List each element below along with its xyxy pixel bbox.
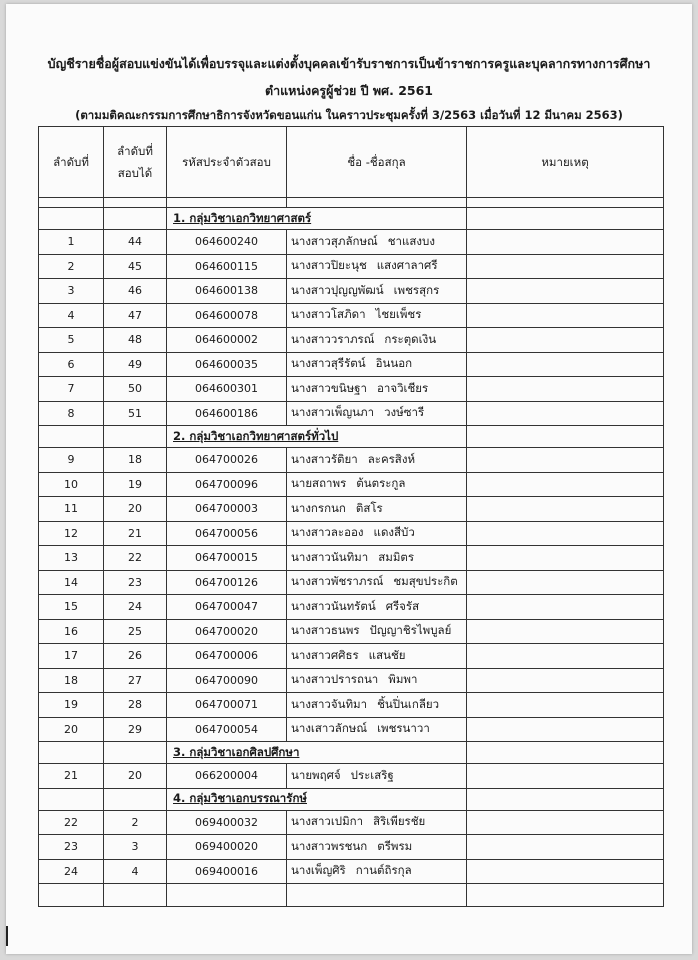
group-title: 3. กลุ่มวิชาเอกศิลปศึกษา (167, 742, 467, 764)
empty-cell (467, 208, 664, 230)
group-title: 1. กลุ่มวิชาเอกวิทยาศาสตร์ (167, 208, 467, 230)
table-row (39, 764, 664, 789)
row-order: 19 (39, 693, 104, 718)
table-row (39, 328, 664, 353)
row-order: 14 (39, 570, 104, 595)
table-row (39, 254, 664, 279)
first-name: นางสาวปุญญพัฒน์ (291, 282, 384, 297)
row-full-name (287, 717, 467, 742)
row-order: 13 (39, 546, 104, 571)
empty-cell (39, 742, 104, 764)
row-remark (467, 328, 664, 353)
first-name: นางเพ็ญศิริ (291, 863, 346, 878)
row-order: 23 (39, 835, 104, 860)
row-order: 16 (39, 619, 104, 644)
row-exam-id: 064700006 (167, 644, 287, 669)
empty-cell (287, 198, 467, 208)
row-exam-rank: 23 (104, 570, 167, 595)
row-full-name (287, 859, 467, 884)
empty-cell (467, 198, 664, 208)
row-exam-rank: 29 (104, 717, 167, 742)
row-full-name (287, 230, 467, 255)
row-remark (467, 279, 664, 304)
empty-cell (467, 884, 664, 907)
empty-cell (467, 742, 664, 764)
header-exam-rank: ลำดับที่ สอบได้ (104, 127, 167, 198)
row-exam-rank: 51 (104, 401, 167, 426)
first-name: นางสาวเปมิกา (291, 814, 364, 829)
row-remark (467, 835, 664, 860)
row-remark (467, 717, 664, 742)
row-exam-id: 064600035 (167, 352, 287, 377)
empty-cell (104, 426, 167, 448)
row-exam-rank: 48 (104, 328, 167, 353)
row-order: 10 (39, 472, 104, 497)
row-order: 8 (39, 401, 104, 426)
first-name: นางสาวเพ็ญนภา (291, 405, 375, 420)
row-exam-rank: 50 (104, 377, 167, 402)
row-exam-id: 069400016 (167, 859, 287, 884)
row-full-name (287, 377, 467, 402)
row-exam-rank: 19 (104, 472, 167, 497)
row-order: 7 (39, 377, 104, 402)
empty-cell (104, 198, 167, 208)
row-exam-id: 064600115 (167, 254, 287, 279)
row-exam-rank: 27 (104, 668, 167, 693)
row-full-name (287, 810, 467, 835)
row-exam-rank: 4 (104, 859, 167, 884)
last-name: อาจวิเชียร (376, 380, 429, 395)
row-order: 11 (39, 497, 104, 522)
row-order: 6 (39, 352, 104, 377)
table-row (39, 521, 664, 546)
first-name: นางสาววราภรณ์ (291, 331, 375, 346)
row-remark (467, 472, 664, 497)
empty-cell (39, 884, 104, 907)
row-full-name (287, 328, 467, 353)
group-title: 2. กลุ่มวิชาเอกวิทยาศาสตร์ทั่วไป (167, 426, 467, 448)
empty-cell (39, 788, 104, 810)
row-exam-id: 064600138 (167, 279, 287, 304)
row-full-name (287, 401, 467, 426)
row-exam-rank: 3 (104, 835, 167, 860)
row-exam-id: 069400032 (167, 810, 287, 835)
row-remark (467, 570, 664, 595)
row-remark (467, 352, 664, 377)
first-name: นางสาวปิยะนุช (291, 258, 367, 273)
row-full-name (287, 448, 467, 473)
group-row (39, 208, 664, 230)
row-full-name (287, 352, 467, 377)
row-exam-id: 064600301 (167, 377, 287, 402)
row-exam-id: 064700090 (167, 668, 287, 693)
row-exam-rank: 44 (104, 230, 167, 255)
row-full-name (287, 764, 467, 789)
row-exam-id: 064700026 (167, 448, 287, 473)
table-row (39, 570, 664, 595)
row-exam-id: 064700020 (167, 619, 287, 644)
empty-cell (104, 788, 167, 810)
row-full-name (287, 472, 467, 497)
row-full-name (287, 570, 467, 595)
resolution-note: (ตามมติคณะกรรมการศึกษาธิการจังหวัดขอนแก่น ในคราวประชุมครั้งที่ 3/2563 เมื่อวันที่ 12 มีนาคม 2563) (75, 108, 623, 122)
row-order: 20 (39, 717, 104, 742)
empty-cell (39, 198, 104, 208)
first-name: นางสาวนันทิมา (291, 549, 369, 564)
table-row (39, 546, 664, 571)
empty-cell (287, 884, 467, 907)
row-remark (467, 546, 664, 571)
row-order: 9 (39, 448, 104, 473)
row-exam-id: 064700047 (167, 595, 287, 620)
first-name: นางสาวศศิธร (291, 647, 359, 662)
first-name: นางสาวพรชนก (291, 838, 368, 853)
table-row (39, 279, 664, 304)
row-exam-rank: 20 (104, 497, 167, 522)
table-row (39, 472, 664, 497)
last-name: ติสโร (355, 500, 383, 515)
row-full-name (287, 521, 467, 546)
last-name: เพชรสุกร (393, 282, 440, 297)
row-exam-id: 064700096 (167, 472, 287, 497)
last-name: ชาแสงบง (387, 233, 435, 248)
empty-cell (104, 884, 167, 907)
table-row (39, 448, 664, 473)
row-remark (467, 254, 664, 279)
row-full-name (287, 279, 467, 304)
table-row (39, 668, 664, 693)
row-full-name (287, 835, 467, 860)
row-exam-rank: 2 (104, 810, 167, 835)
row-exam-id: 064700071 (167, 693, 287, 718)
last-name: ประเสริฐ (350, 767, 394, 782)
row-exam-id: 064600186 (167, 401, 287, 426)
table-row (39, 497, 664, 522)
row-full-name (287, 644, 467, 669)
row-order: 15 (39, 595, 104, 620)
last-name: วงษ์ซารี (384, 405, 425, 420)
row-full-name (287, 254, 467, 279)
row-order: 12 (39, 521, 104, 546)
header-remark: หมายเหตุ (467, 127, 664, 198)
row-remark (467, 448, 664, 473)
document-subtitle: ตำแหน่งครูผู้ช่วย ปี พศ. 2561 (264, 83, 433, 98)
empty-cell (39, 426, 104, 448)
header-exam-id: รหัสประจำตัวสอบ (167, 127, 287, 198)
table-row (39, 230, 664, 255)
row-order: 17 (39, 644, 104, 669)
row-exam-rank: 21 (104, 521, 167, 546)
last-name: ชิ้นปิ่นเกลียว (377, 696, 440, 711)
row-remark (467, 668, 664, 693)
row-exam-rank: 46 (104, 279, 167, 304)
row-full-name (287, 619, 467, 644)
row-exam-id: 064700003 (167, 497, 287, 522)
row-remark (467, 377, 664, 402)
group-row (39, 788, 664, 810)
first-name: นางเสาวลักษณ์ (291, 721, 368, 736)
empty-cell (104, 742, 167, 764)
first-name: นางสาวพัชราภรณ์ (291, 574, 384, 589)
row-exam-rank: 20 (104, 764, 167, 789)
row-remark (467, 595, 664, 620)
row-exam-id: 064700015 (167, 546, 287, 571)
table-row (39, 859, 664, 884)
first-name: นางสาวจันทิมา (291, 696, 368, 711)
table-row (39, 717, 664, 742)
first-name: นางสาวสุรีรัตน์ (291, 356, 366, 371)
table-header-row (39, 127, 664, 198)
table-row (39, 352, 664, 377)
document-title: บัญชีรายชื่อผู้สอบแข่งขันได้เพื่อบรรจุและแต่งตั้งบุคคลเข้ารับราชการเป็นข้าราชการครูและบุคลากรทางการศึกษา (47, 56, 651, 71)
row-exam-id: 064700126 (167, 570, 287, 595)
row-order: 2 (39, 254, 104, 279)
row-remark (467, 764, 664, 789)
candidate-table (38, 126, 664, 907)
last-name: สมมิตร (378, 549, 415, 564)
table-row (39, 619, 664, 644)
row-order: 22 (39, 810, 104, 835)
row-full-name (287, 303, 467, 328)
row-full-name (287, 668, 467, 693)
row-exam-rank: 24 (104, 595, 167, 620)
last-name: ไชยเพ็ชร (375, 307, 422, 322)
table-row (39, 835, 664, 860)
last-name: ศรีจรัส (385, 598, 420, 613)
table-spacer-row (39, 198, 664, 208)
table-empty-row (39, 884, 664, 907)
row-remark (467, 619, 664, 644)
first-name: นางสาวรัติยา (291, 451, 358, 466)
row-exam-rank: 47 (104, 303, 167, 328)
row-order: 24 (39, 859, 104, 884)
row-order: 18 (39, 668, 104, 693)
row-exam-rank: 25 (104, 619, 167, 644)
row-full-name (287, 497, 467, 522)
last-name: อินนอก (375, 356, 413, 371)
row-full-name (287, 595, 467, 620)
row-order: 4 (39, 303, 104, 328)
table-row (39, 644, 664, 669)
row-order: 5 (39, 328, 104, 353)
row-full-name (287, 693, 467, 718)
empty-cell (104, 208, 167, 230)
row-exam-rank: 45 (104, 254, 167, 279)
last-name: กระตุดเงิน (384, 331, 437, 346)
row-exam-rank: 26 (104, 644, 167, 669)
row-remark (467, 303, 664, 328)
row-order: 21 (39, 764, 104, 789)
row-exam-id: 064600078 (167, 303, 287, 328)
last-name: ต้นตระกูล (356, 476, 406, 491)
first-name: นางสาวนันทรัตน์ (291, 598, 376, 613)
row-remark (467, 230, 664, 255)
last-name: กานต์ถิรกุล (355, 863, 412, 878)
row-exam-id: 064600002 (167, 328, 287, 353)
row-remark (467, 693, 664, 718)
table-row (39, 401, 664, 426)
first-name: นางสาวโสภิดา (291, 307, 366, 322)
group-row (39, 426, 664, 448)
row-exam-id: 064700056 (167, 521, 287, 546)
first-name: นางสาวปรารถนา (291, 672, 379, 687)
first-name: นายสถาพร (291, 476, 347, 491)
last-name: แดงสีบัว (373, 525, 415, 540)
row-exam-rank: 49 (104, 352, 167, 377)
row-exam-id: 066200004 (167, 764, 287, 789)
row-exam-rank: 22 (104, 546, 167, 571)
last-name: ละครสิงห์ (367, 451, 416, 466)
row-exam-rank: 18 (104, 448, 167, 473)
empty-cell (167, 884, 287, 907)
row-exam-id: 064600240 (167, 230, 287, 255)
row-remark (467, 521, 664, 546)
row-full-name (287, 546, 467, 571)
table-row (39, 303, 664, 328)
table-row (39, 595, 664, 620)
first-name: นางสาวละออง (291, 525, 364, 540)
scan-edge-mark (6, 926, 8, 946)
first-name: นางกรกนก (291, 500, 346, 515)
row-exam-id: 064700054 (167, 717, 287, 742)
header-name: ชื่อ -ชื่อสกุล (287, 127, 467, 198)
first-name: นางสาวขนิษฐา (291, 380, 367, 395)
row-exam-id: 069400020 (167, 835, 287, 860)
group-title: 4. กลุ่มวิชาเอกบรรณารักษ์ (167, 788, 467, 810)
row-remark (467, 859, 664, 884)
empty-cell (467, 788, 664, 810)
row-remark (467, 497, 664, 522)
last-name: สิริเพียรชัย (373, 814, 426, 829)
last-name: เพชรนาวา (377, 721, 430, 736)
group-row (39, 742, 664, 764)
row-order: 1 (39, 230, 104, 255)
row-remark (467, 401, 664, 426)
first-name: นายพฤศจ์ (291, 767, 341, 782)
row-exam-rank: 28 (104, 693, 167, 718)
header-order: ลำดับที่ (39, 127, 104, 198)
last-name: แสนชัย (368, 647, 406, 662)
row-order: 3 (39, 279, 104, 304)
last-name: ตรีพรม (377, 838, 413, 853)
empty-cell (39, 208, 104, 230)
table-row (39, 810, 664, 835)
empty-cell (167, 198, 287, 208)
last-name: ปัญญาชิรไพบูลย์ (369, 623, 452, 638)
row-remark (467, 644, 664, 669)
document-page (6, 4, 692, 954)
table-row (39, 377, 664, 402)
empty-cell (467, 426, 664, 448)
table-row (39, 693, 664, 718)
last-name: แสงศาลาศรี (376, 258, 438, 273)
last-name: พิมพา (388, 672, 418, 687)
last-name: ชมสุขประกิต (393, 574, 458, 589)
first-name: นางสาวสุภลักษณ์ (291, 233, 378, 248)
row-remark (467, 810, 664, 835)
first-name: นางสาวธนพร (291, 623, 360, 638)
